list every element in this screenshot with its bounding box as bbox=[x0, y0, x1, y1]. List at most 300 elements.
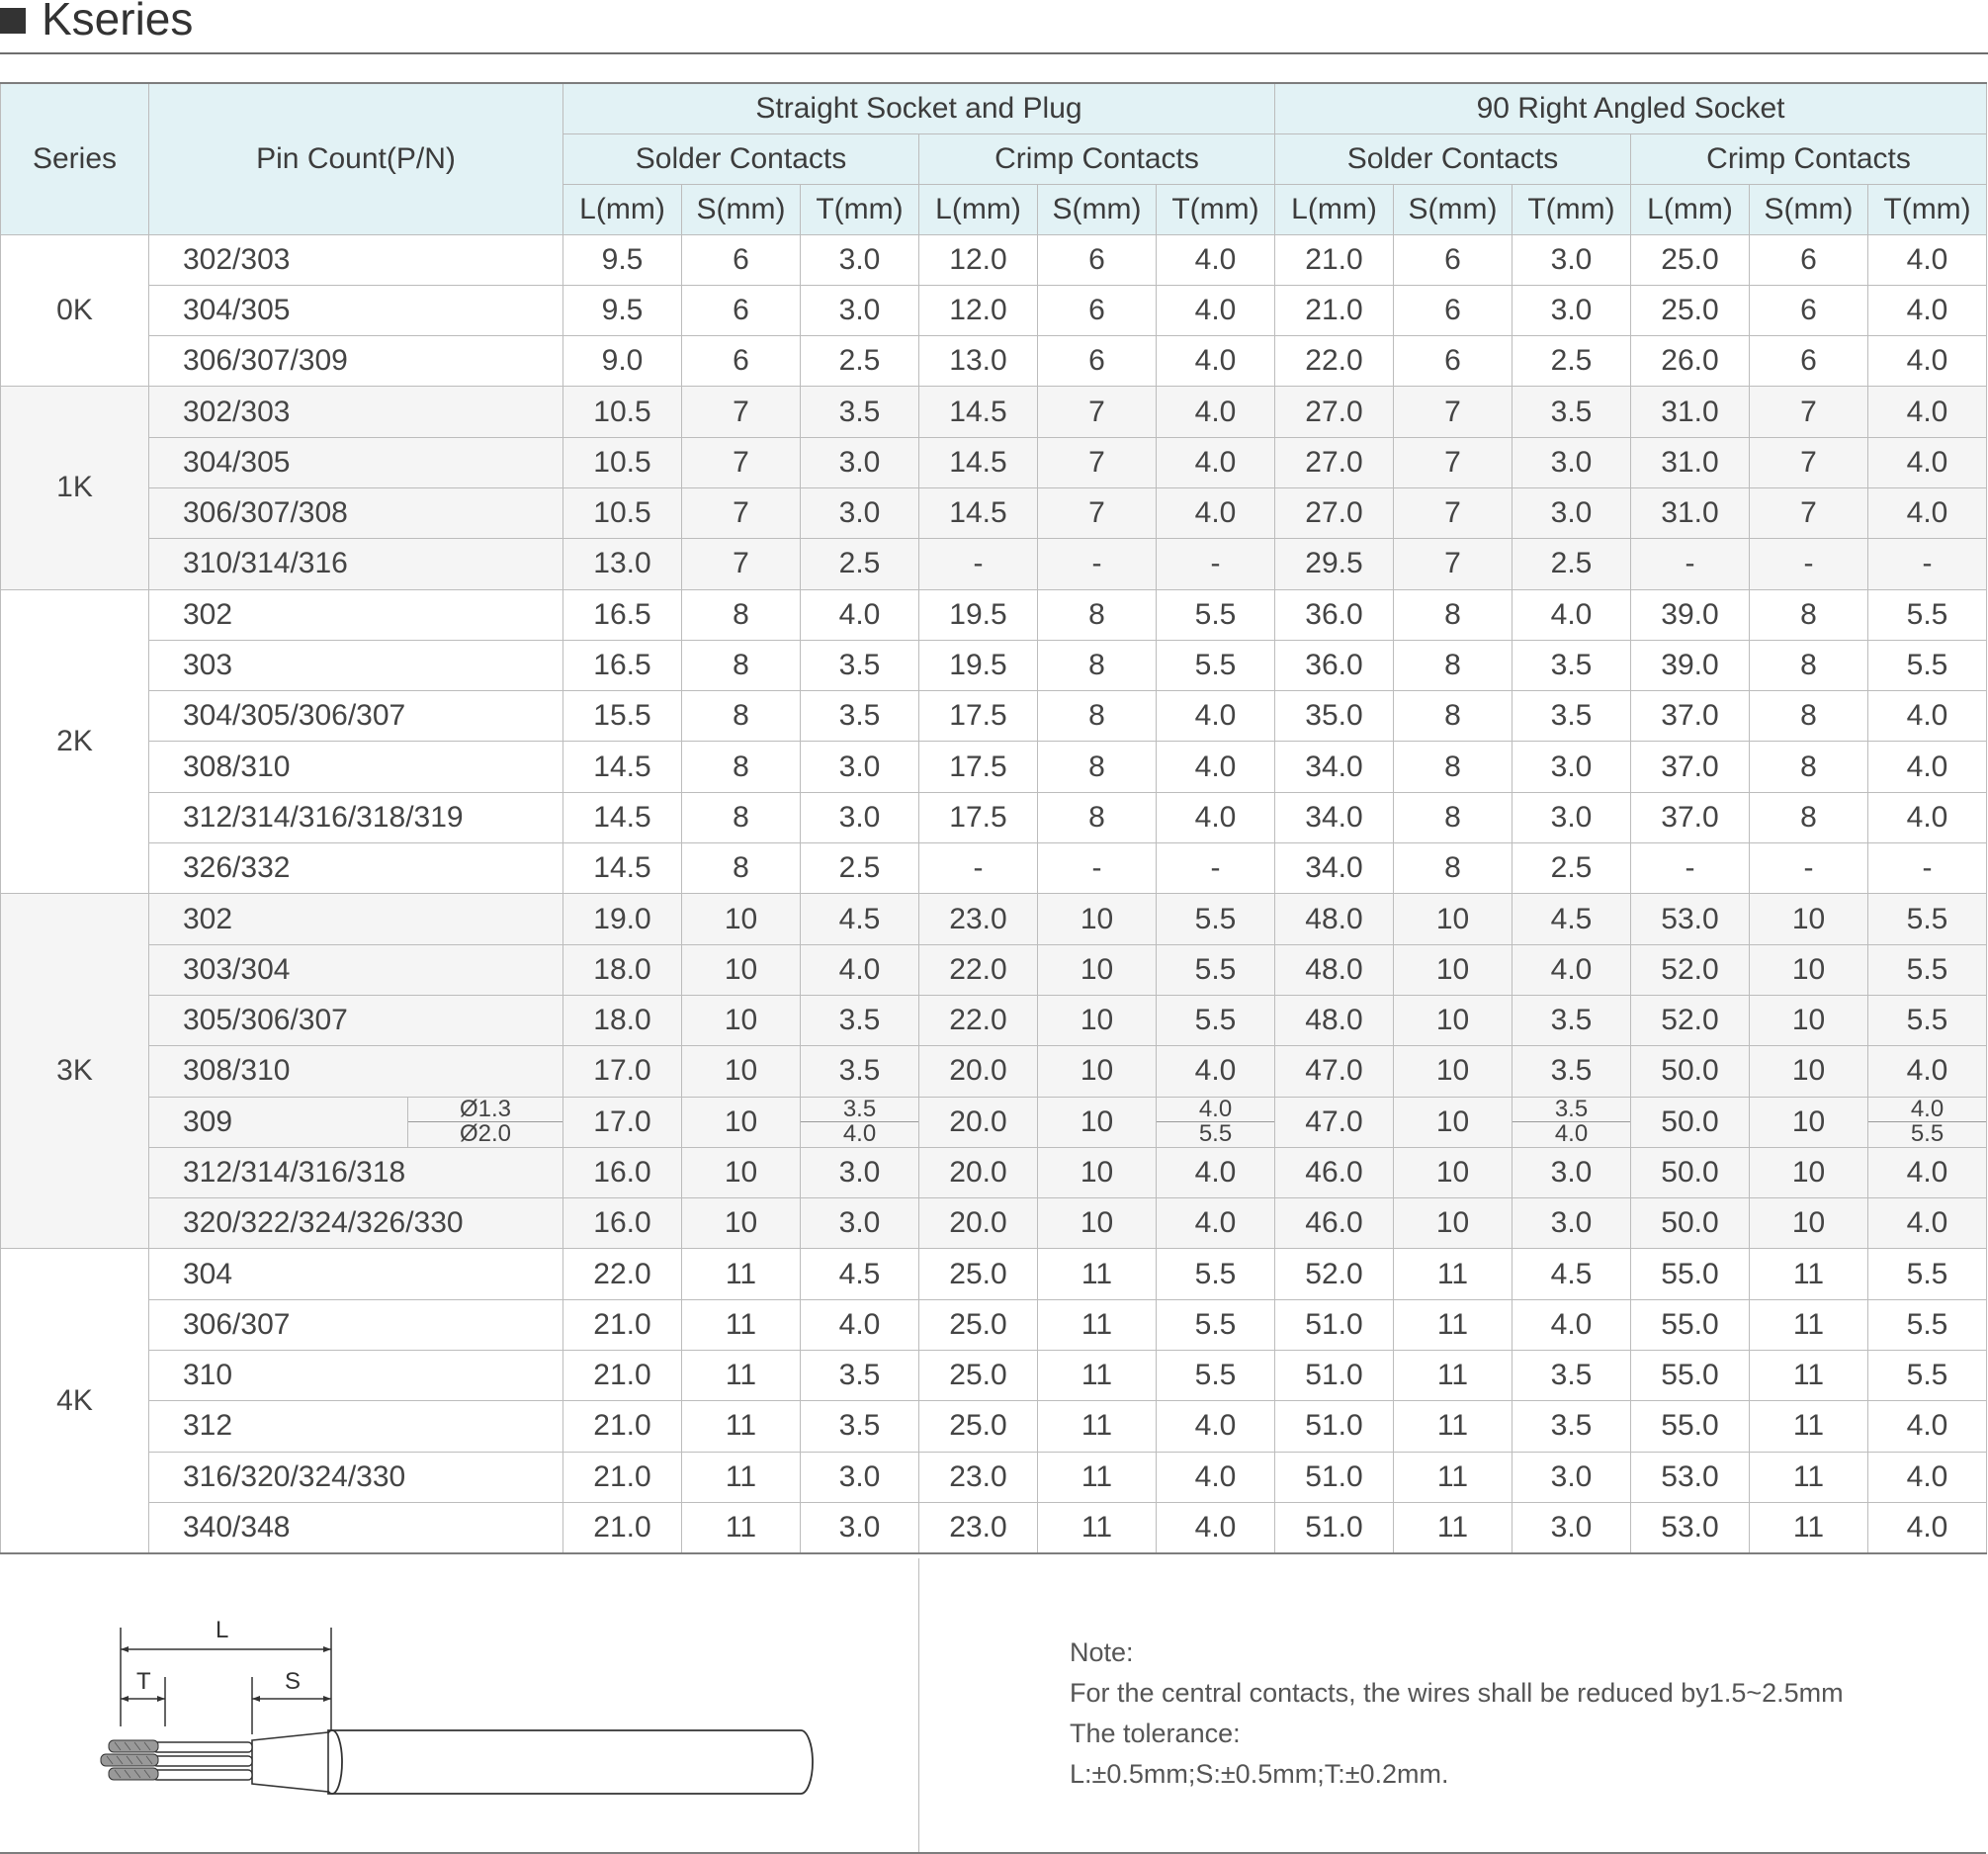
value-cell: 3.5 bbox=[801, 387, 919, 437]
split-value: 4.0 bbox=[842, 1120, 877, 1148]
value-cell: 2.5 bbox=[801, 539, 919, 589]
value-cell: 19.5 bbox=[919, 640, 1038, 690]
pin-count-cell: 305/306/307 bbox=[149, 995, 563, 1045]
value-cell bbox=[1868, 1097, 1987, 1147]
value-cell: 39.0 bbox=[1631, 640, 1750, 690]
value-cell: 5.5 bbox=[1868, 894, 1987, 944]
value-cell: - bbox=[919, 539, 1038, 589]
value-cell: 4.0 bbox=[1868, 285, 1987, 335]
pin-count-cell: 304/305/306/307 bbox=[149, 691, 563, 742]
value-cell: 4.0 bbox=[1157, 336, 1275, 387]
wire-strip-diagram bbox=[99, 1618, 830, 1820]
value-cell: 5.5 bbox=[1157, 1351, 1275, 1401]
value-cell: 47.0 bbox=[1275, 1097, 1394, 1147]
value-cell: 10 bbox=[1394, 995, 1513, 1045]
value-cell: 3.0 bbox=[801, 437, 919, 487]
table-body bbox=[1, 234, 1987, 1553]
value-cell: 10 bbox=[1394, 1046, 1513, 1097]
value-cell: 31.0 bbox=[1631, 437, 1750, 487]
unit-header-s: S(mm) bbox=[1394, 184, 1513, 234]
value-cell: 3.0 bbox=[801, 1147, 919, 1197]
value-cell: 18.0 bbox=[563, 944, 682, 995]
value-cell: 20.0 bbox=[919, 1198, 1038, 1249]
split-value: 4.0 bbox=[1157, 1098, 1274, 1122]
split-value: 3.5 bbox=[1513, 1098, 1630, 1122]
value-cell: 7 bbox=[1038, 387, 1157, 437]
table-row bbox=[1, 1401, 1987, 1452]
value-cell: 3.5 bbox=[801, 691, 919, 742]
value-cell: 4.0 bbox=[1157, 742, 1275, 792]
value-cell: 8 bbox=[1394, 792, 1513, 842]
value-cell: 7 bbox=[1394, 437, 1513, 487]
table-row bbox=[1, 487, 1987, 538]
value-cell: 7 bbox=[1750, 487, 1868, 538]
value-cell: 4.0 bbox=[1868, 234, 1987, 285]
pin-count-cell: 308/310 bbox=[149, 1046, 563, 1097]
value-cell: 11 bbox=[1394, 1502, 1513, 1552]
value-cell: 4.0 bbox=[1513, 944, 1631, 995]
cable-drawing bbox=[99, 1618, 830, 1815]
value-cell: 8 bbox=[1750, 691, 1868, 742]
value-cell: 3.0 bbox=[1513, 1452, 1631, 1502]
value-cell: 17.5 bbox=[919, 792, 1038, 842]
value-cell: 4.0 bbox=[1157, 1401, 1275, 1452]
value-cell: 35.0 bbox=[1275, 691, 1394, 742]
diameter-cell bbox=[408, 1097, 563, 1147]
value-cell: 3.5 bbox=[1513, 1046, 1631, 1097]
value-cell: 3.0 bbox=[1513, 792, 1631, 842]
value-cell: 25.0 bbox=[1631, 285, 1750, 335]
value-cell: 12.0 bbox=[919, 285, 1038, 335]
value-cell: 16.0 bbox=[563, 1198, 682, 1249]
value-cell: 20.0 bbox=[919, 1046, 1038, 1097]
value-cell: 4.0 bbox=[1868, 487, 1987, 538]
value-cell: 7 bbox=[1750, 437, 1868, 487]
series-header: Series bbox=[1, 83, 149, 234]
value-cell: 5.5 bbox=[1157, 589, 1275, 640]
value-cell: 13.0 bbox=[563, 539, 682, 589]
value-cell: 11 bbox=[1750, 1452, 1868, 1502]
value-cell: 10 bbox=[1038, 1046, 1157, 1097]
value-cell: 4.0 bbox=[1868, 691, 1987, 742]
pin-count-header: Pin Count(P/N) bbox=[149, 83, 563, 234]
pin-count-cell: 312/314/316/318/319 bbox=[149, 792, 563, 842]
split-value: 4.0 bbox=[1554, 1120, 1589, 1148]
value-cell: 17.0 bbox=[563, 1097, 682, 1147]
value-cell: 34.0 bbox=[1275, 843, 1394, 894]
value-cell: 7 bbox=[1038, 437, 1157, 487]
pin-count-cell: 309 bbox=[149, 1097, 408, 1147]
value-cell: 36.0 bbox=[1275, 640, 1394, 690]
value-cell: 4.0 bbox=[1157, 1147, 1275, 1197]
value-cell: 7 bbox=[1394, 387, 1513, 437]
value-cell: 51.0 bbox=[1275, 1502, 1394, 1552]
value-cell: 10 bbox=[682, 1198, 801, 1249]
value-cell: 5.5 bbox=[1868, 589, 1987, 640]
series-cell: 0K bbox=[1, 234, 149, 387]
value-cell: 4.5 bbox=[1513, 1249, 1631, 1299]
value-cell: 10 bbox=[682, 894, 801, 944]
value-cell: 10 bbox=[1750, 1198, 1868, 1249]
value-cell: 3.0 bbox=[801, 1502, 919, 1552]
value-cell: 27.0 bbox=[1275, 487, 1394, 538]
value-cell: 7 bbox=[682, 539, 801, 589]
value-cell: 26.0 bbox=[1631, 336, 1750, 387]
value-cell: 5.5 bbox=[1157, 640, 1275, 690]
value-cell: 5.5 bbox=[1157, 1249, 1275, 1299]
value-cell: 8 bbox=[1038, 742, 1157, 792]
value-cell: 5.5 bbox=[1868, 1299, 1987, 1350]
table-row bbox=[1, 640, 1987, 690]
value-cell: 20.0 bbox=[919, 1097, 1038, 1147]
value-cell: 5.5 bbox=[1157, 1299, 1275, 1350]
value-cell: 3.0 bbox=[801, 1198, 919, 1249]
value-cell: 11 bbox=[682, 1249, 801, 1299]
value-cell: 11 bbox=[1038, 1452, 1157, 1502]
value-cell: 51.0 bbox=[1275, 1452, 1394, 1502]
value-cell: 51.0 bbox=[1275, 1299, 1394, 1350]
value-cell: 10 bbox=[682, 1097, 801, 1147]
value-cell: 25.0 bbox=[919, 1249, 1038, 1299]
value-cell: 10 bbox=[1038, 1097, 1157, 1147]
value-cell: 25.0 bbox=[1631, 234, 1750, 285]
value-cell: 48.0 bbox=[1275, 944, 1394, 995]
value-cell: 11 bbox=[1750, 1249, 1868, 1299]
value-cell: 14.5 bbox=[563, 843, 682, 894]
value-cell: 10 bbox=[1038, 1147, 1157, 1197]
value-cell: 8 bbox=[682, 792, 801, 842]
value-cell: 11 bbox=[1394, 1452, 1513, 1502]
value-cell: 2.5 bbox=[801, 843, 919, 894]
split-value: 5.5 bbox=[1198, 1120, 1233, 1148]
angled-socket-header: 90 Right Angled Socket bbox=[1275, 83, 1987, 133]
series-cell: 4K bbox=[1, 1249, 149, 1553]
value-cell: 21.0 bbox=[563, 1452, 682, 1502]
solder-contacts-header: Solder Contacts bbox=[563, 133, 919, 184]
value-cell: 8 bbox=[1394, 691, 1513, 742]
value-cell: 10 bbox=[682, 995, 801, 1045]
table-row bbox=[1, 843, 1987, 894]
value-cell: 14.5 bbox=[919, 487, 1038, 538]
straight-socket-header: Straight Socket and Plug bbox=[563, 83, 1275, 133]
value-cell: - bbox=[1038, 843, 1157, 894]
pin-count-cell: 310 bbox=[149, 1351, 563, 1401]
value-cell: 10 bbox=[1750, 995, 1868, 1045]
pin-count-cell: 303 bbox=[149, 640, 563, 690]
value-cell: 5.5 bbox=[1868, 944, 1987, 995]
value-cell: 4.0 bbox=[1157, 234, 1275, 285]
table-row bbox=[1, 944, 1987, 995]
value-cell: 11 bbox=[1750, 1401, 1868, 1452]
value-cell: 8 bbox=[1394, 589, 1513, 640]
value-cell: 3.5 bbox=[1513, 691, 1631, 742]
value-cell: 2.5 bbox=[1513, 843, 1631, 894]
value-cell: 3.5 bbox=[1513, 640, 1631, 690]
value-cell: 55.0 bbox=[1631, 1249, 1750, 1299]
value-cell: 7 bbox=[1394, 539, 1513, 589]
value-cell: 21.0 bbox=[1275, 285, 1394, 335]
value-cell: 7 bbox=[1394, 487, 1513, 538]
value-cell: 11 bbox=[682, 1502, 801, 1552]
pin-count-cell: 302 bbox=[149, 589, 563, 640]
value-cell: 22.0 bbox=[919, 995, 1038, 1045]
value-cell: 17.0 bbox=[563, 1046, 682, 1097]
value-cell: 9.5 bbox=[563, 285, 682, 335]
value-cell: 14.5 bbox=[563, 742, 682, 792]
value-cell: 3.5 bbox=[1513, 1351, 1631, 1401]
value-cell: 21.0 bbox=[1275, 234, 1394, 285]
value-cell: 19.0 bbox=[563, 894, 682, 944]
series-cell: 3K bbox=[1, 894, 149, 1249]
table-row bbox=[1, 894, 1987, 944]
value-cell: 9.0 bbox=[563, 336, 682, 387]
value-cell: 10 bbox=[1750, 944, 1868, 995]
value-cell: 11 bbox=[1394, 1351, 1513, 1401]
value-cell: 21.0 bbox=[563, 1401, 682, 1452]
pin-count-cell: 302/303 bbox=[149, 387, 563, 437]
value-cell: 3.5 bbox=[801, 640, 919, 690]
table-row bbox=[1, 995, 1987, 1045]
table-row bbox=[1, 1502, 1987, 1552]
value-cell: 3.0 bbox=[1513, 1502, 1631, 1552]
value-cell: 3.0 bbox=[1513, 1198, 1631, 1249]
value-cell: 4.0 bbox=[1868, 1502, 1987, 1552]
value-cell: 4.0 bbox=[1868, 387, 1987, 437]
value-cell: 4.0 bbox=[801, 944, 919, 995]
value-cell: 6 bbox=[1038, 234, 1157, 285]
value-cell: 50.0 bbox=[1631, 1046, 1750, 1097]
value-cell: 5.5 bbox=[1868, 1351, 1987, 1401]
unit-header-s: S(mm) bbox=[1750, 184, 1868, 234]
table-row bbox=[1, 437, 1987, 487]
pin-count-cell: 310/314/316 bbox=[149, 539, 563, 589]
unit-header-l: L(mm) bbox=[1275, 184, 1394, 234]
value-cell: 4.0 bbox=[1868, 742, 1987, 792]
value-cell: 4.0 bbox=[1157, 487, 1275, 538]
value-cell: 4.0 bbox=[1513, 589, 1631, 640]
value-cell: 15.5 bbox=[563, 691, 682, 742]
page-title: Kseries bbox=[42, 0, 194, 44]
value-cell: 8 bbox=[1038, 640, 1157, 690]
value-cell: 31.0 bbox=[1631, 387, 1750, 437]
unit-header-s: S(mm) bbox=[1038, 184, 1157, 234]
pin-count-cell: 306/307 bbox=[149, 1299, 563, 1350]
value-cell: 4.0 bbox=[1868, 1147, 1987, 1197]
value-cell: 8 bbox=[1394, 640, 1513, 690]
value-cell: 8 bbox=[1038, 691, 1157, 742]
unit-header-l: L(mm) bbox=[563, 184, 682, 234]
value-cell: 13.0 bbox=[919, 336, 1038, 387]
value-cell: 6 bbox=[1394, 336, 1513, 387]
unit-header-l: L(mm) bbox=[1631, 184, 1750, 234]
note-line: The tolerance: bbox=[1070, 1719, 1241, 1748]
value-cell: 9.5 bbox=[563, 234, 682, 285]
split-value: 5.5 bbox=[1910, 1120, 1945, 1148]
value-cell: 11 bbox=[682, 1299, 801, 1350]
value-cell: 10 bbox=[682, 1147, 801, 1197]
value-cell: 7 bbox=[682, 387, 801, 437]
split-value: 3.5 bbox=[801, 1098, 918, 1122]
series-cell: 2K bbox=[1, 589, 149, 894]
value-cell: 3.0 bbox=[801, 792, 919, 842]
value-cell: 4.0 bbox=[1157, 285, 1275, 335]
value-cell: 11 bbox=[1038, 1401, 1157, 1452]
value-cell: 21.0 bbox=[563, 1299, 682, 1350]
value-cell: 3.0 bbox=[801, 234, 919, 285]
table-row bbox=[1, 691, 1987, 742]
value-cell: 3.5 bbox=[801, 1401, 919, 1452]
value-cell: 10.5 bbox=[563, 487, 682, 538]
value-cell: 51.0 bbox=[1275, 1351, 1394, 1401]
value-cell: 23.0 bbox=[919, 894, 1038, 944]
value-cell: 4.0 bbox=[1868, 792, 1987, 842]
pin-count-cell: 308/310 bbox=[149, 742, 563, 792]
value-cell: 11 bbox=[1750, 1299, 1868, 1350]
pin-count-cell: 320/322/324/326/330 bbox=[149, 1198, 563, 1249]
value-cell: 4.0 bbox=[1157, 1452, 1275, 1502]
table-row bbox=[1, 1097, 1987, 1147]
value-cell: 4.0 bbox=[1157, 1502, 1275, 1552]
value-cell: 3.0 bbox=[801, 1452, 919, 1502]
value-cell: 10 bbox=[1394, 1198, 1513, 1249]
value-cell: 11 bbox=[1038, 1351, 1157, 1401]
value-cell: - bbox=[1038, 539, 1157, 589]
value-cell: 3.0 bbox=[801, 285, 919, 335]
value-cell: 10 bbox=[1394, 894, 1513, 944]
diameter-label: Ø2.0 bbox=[459, 1120, 512, 1148]
value-cell: 3.5 bbox=[801, 1046, 919, 1097]
table-header bbox=[1, 83, 1987, 234]
table-row bbox=[1, 285, 1987, 335]
value-cell: 10 bbox=[1750, 894, 1868, 944]
value-cell: 23.0 bbox=[919, 1452, 1038, 1502]
value-cell: 27.0 bbox=[1275, 387, 1394, 437]
unit-header-t: T(mm) bbox=[1513, 184, 1631, 234]
pin-count-cell: 316/320/324/330 bbox=[149, 1452, 563, 1502]
value-cell: 4.5 bbox=[1513, 894, 1631, 944]
note-line: For the central contacts, the wires shall be reduced by1.5~2.5mm bbox=[1070, 1678, 1844, 1708]
value-cell: 6 bbox=[1394, 285, 1513, 335]
dim-label-s: S bbox=[285, 1668, 302, 1695]
table-row bbox=[1, 589, 1987, 640]
unit-header-t: T(mm) bbox=[1868, 184, 1987, 234]
value-cell: 4.5 bbox=[801, 1249, 919, 1299]
table-row bbox=[1, 234, 1987, 285]
diameter-label: Ø1.3 bbox=[408, 1098, 562, 1122]
value-cell: 11 bbox=[682, 1401, 801, 1452]
pin-count-cell: 340/348 bbox=[149, 1502, 563, 1552]
value-cell: 34.0 bbox=[1275, 792, 1394, 842]
value-cell: 11 bbox=[1394, 1299, 1513, 1350]
unit-header-l: L(mm) bbox=[919, 184, 1038, 234]
value-cell: 11 bbox=[1394, 1249, 1513, 1299]
value-cell: 4.0 bbox=[801, 1299, 919, 1350]
value-cell: 10 bbox=[1038, 894, 1157, 944]
page-header bbox=[0, 0, 1988, 54]
unit-header-s: S(mm) bbox=[682, 184, 801, 234]
value-cell: 14.5 bbox=[919, 387, 1038, 437]
value-cell: 12.0 bbox=[919, 234, 1038, 285]
value-cell: 25.0 bbox=[919, 1351, 1038, 1401]
footer-divider bbox=[918, 1558, 919, 1852]
value-cell: 10.5 bbox=[563, 437, 682, 487]
value-cell: 11 bbox=[1750, 1351, 1868, 1401]
value-cell: 10 bbox=[1750, 1046, 1868, 1097]
pin-count-cell: 304 bbox=[149, 1249, 563, 1299]
value-cell: 5.5 bbox=[1868, 640, 1987, 690]
value-cell: 29.5 bbox=[1275, 539, 1394, 589]
unit-header-t: T(mm) bbox=[801, 184, 919, 234]
value-cell: 4.0 bbox=[1513, 1299, 1631, 1350]
value-cell: 6 bbox=[682, 336, 801, 387]
value-cell: 2.5 bbox=[801, 336, 919, 387]
notes bbox=[1070, 1633, 1844, 1795]
value-cell: 10 bbox=[682, 1046, 801, 1097]
note-heading: Note: bbox=[1070, 1637, 1134, 1667]
value-cell: 4.0 bbox=[1157, 1046, 1275, 1097]
value-cell: 50.0 bbox=[1631, 1097, 1750, 1147]
value-cell: 25.0 bbox=[919, 1299, 1038, 1350]
footer-panel bbox=[0, 1558, 1986, 1854]
value-cell: 5.5 bbox=[1157, 894, 1275, 944]
value-cell: 6 bbox=[1038, 336, 1157, 387]
value-cell: 4.0 bbox=[801, 589, 919, 640]
value-cell: 10 bbox=[1038, 1198, 1157, 1249]
table-row bbox=[1, 336, 1987, 387]
value-cell: 8 bbox=[1038, 792, 1157, 842]
value-cell: 52.0 bbox=[1275, 1249, 1394, 1299]
value-cell: 4.0 bbox=[1868, 437, 1987, 487]
value-cell: 3.0 bbox=[1513, 285, 1631, 335]
value-cell: 7 bbox=[1038, 487, 1157, 538]
pin-count-cell: 312/314/316/318 bbox=[149, 1147, 563, 1197]
pin-count-cell: 303/304 bbox=[149, 944, 563, 995]
value-cell: 10 bbox=[1038, 995, 1157, 1045]
note-line: L:±0.5mm;S:±0.5mm;T:±0.2mm. bbox=[1070, 1759, 1449, 1789]
crimp-contacts-header: Crimp Contacts bbox=[919, 133, 1275, 184]
value-cell: 8 bbox=[1038, 589, 1157, 640]
value-cell: 37.0 bbox=[1631, 792, 1750, 842]
value-cell: 8 bbox=[1394, 843, 1513, 894]
value-cell: 8 bbox=[682, 589, 801, 640]
value-cell: 22.0 bbox=[1275, 336, 1394, 387]
value-cell: 4.0 bbox=[1868, 1401, 1987, 1452]
value-cell: 10 bbox=[1394, 1147, 1513, 1197]
crimp-contacts-header: Crimp Contacts bbox=[1631, 133, 1987, 184]
value-cell: 6 bbox=[1394, 234, 1513, 285]
value-cell: 5.5 bbox=[1157, 944, 1275, 995]
value-cell: 7 bbox=[682, 437, 801, 487]
table-row bbox=[1, 1147, 1987, 1197]
value-cell: 3.0 bbox=[1513, 234, 1631, 285]
value-cell: 55.0 bbox=[1631, 1299, 1750, 1350]
value-cell: 5.5 bbox=[1157, 995, 1275, 1045]
value-cell: 21.0 bbox=[563, 1351, 682, 1401]
value-cell: 6 bbox=[1038, 285, 1157, 335]
value-cell: 10 bbox=[1038, 944, 1157, 995]
value-cell: 53.0 bbox=[1631, 1502, 1750, 1552]
value-cell: 22.0 bbox=[919, 944, 1038, 995]
value-cell: 31.0 bbox=[1631, 487, 1750, 538]
value-cell: 11 bbox=[682, 1351, 801, 1401]
value-cell: 11 bbox=[682, 1452, 801, 1502]
value-cell: 3.0 bbox=[1513, 1147, 1631, 1197]
value-cell: 2.5 bbox=[1513, 336, 1631, 387]
value-cell: 36.0 bbox=[1275, 589, 1394, 640]
value-cell: 3.5 bbox=[1513, 995, 1631, 1045]
value-cell: 20.0 bbox=[919, 1147, 1038, 1197]
value-cell: 22.0 bbox=[563, 1249, 682, 1299]
